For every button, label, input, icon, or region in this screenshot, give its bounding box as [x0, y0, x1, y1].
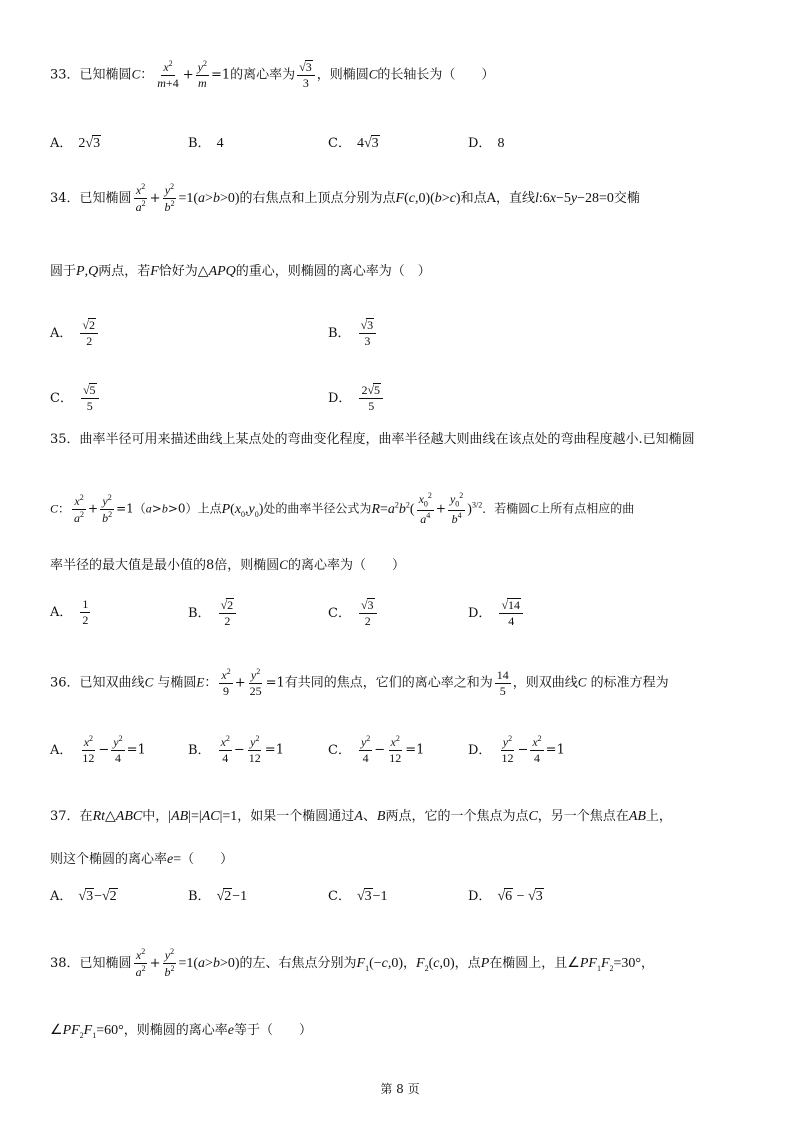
- q33-option-b[interactable]: B． 4: [188, 136, 224, 151]
- q36-number: 36．: [50, 675, 80, 691]
- q35-stem-line1: 35．曲率半径可用来描述曲线上某点处的弯曲变化程度，曲率半径越大则曲线在该点处的弯曲程度越小.已知椭圆: [50, 432, 695, 447]
- q34-option-c[interactable]: C． $\frac{√5}{5}$: [50, 383, 101, 413]
- q37-option-c[interactable]: C． √3−1: [328, 889, 388, 904]
- q38-number: 38．: [50, 956, 80, 972]
- q35-option-a[interactable]: A． $\frac{1}{2}$: [50, 597, 89, 628]
- q38-stem-line2: $\angle PF_2F_1=60^\circ$，则椭圆的离心率e等于（ ）: [50, 1023, 312, 1040]
- q33-number: 33．: [50, 67, 80, 83]
- page-footer: 第 8 页: [380, 1082, 420, 1096]
- q37-option-b[interactable]: B． √2−1: [188, 889, 248, 904]
- q34-number: 34．: [50, 191, 80, 207]
- q35-option-d[interactable]: D． $\frac{√14}{4}$: [468, 598, 525, 628]
- q35-stem-line3: 率半径的最大值是最小值的8倍，则椭圆C的离心率为（ ）: [50, 557, 405, 573]
- q35-number: 35．: [50, 432, 80, 447]
- q33-option-d[interactable]: D． 8: [468, 136, 505, 151]
- q37-number: 37．: [50, 809, 80, 824]
- q37-option-a[interactable]: A． √3−√2: [50, 889, 117, 904]
- q35-stem-line2: C： $\frac{x^2}{a^2}$ + $\frac{y^2}{b^2}$ =1（a>b>0）上点$P(x_0,y_0)$处的曲率半径公式为$R=a^2b^2$( $\frac{x_0^2}{a^4}$ + $\frac{y_0^2}{b^4}$ )$^{3/2}$．若椭圆C上所有点相应的曲: [50, 491, 635, 527]
- q36-option-a[interactable]: A． $\frac{x^2}{12}$ − $\frac{y^2}{4}$ =1: [50, 734, 146, 766]
- q37-stem-line2: 则这个椭圆的离心率e=（ ）: [50, 852, 234, 867]
- q37-stem-line1: 37．在Rt△ABC中，|AB|=|AC|=1，如果一个椭圆通过A、B两点，它的一个焦点为点C，另一个焦点在AB上，: [50, 809, 672, 824]
- q33-option-c[interactable]: C． 4√3: [328, 136, 379, 151]
- q34-stem-line1: 34．已知椭圆 $\frac{x^2}{a^2}$ + $\frac{y^2}{b^2}$ =1(a>b>0)的右焦点和上顶点分别为点F(c,0)(b>c)和点A，直线l:6x−5y−28=0交椭: [50, 182, 640, 215]
- q36-option-b[interactable]: B． $\frac{x^2}{4}$ − $\frac{y^2}{12}$ =1: [188, 734, 284, 766]
- q36-stem: 36．已知双曲线C 与椭圆E： $\frac{x^2}{9}$ + $\frac{y^2}{25}$ =1有共同的焦点，它们的离心率之和为 $\frac{14}{5}$ ，则双曲线C 的标准方程为: [50, 667, 669, 699]
- q33-ellipse-formula: $\frac{x^2}{m+4}$: [157, 59, 179, 91]
- q34-stem-line2: 圆于P,Q两点，若F恰好为△APQ的重心，则椭圆的离心率为（ ）: [50, 264, 431, 279]
- q37-option-d[interactable]: D． √6 − √3: [468, 889, 543, 904]
- q33-option-a[interactable]: A． 2√3: [50, 136, 101, 151]
- q35-option-c[interactable]: C． $\frac{√3}{2}$: [328, 598, 379, 628]
- q34-option-a[interactable]: A． $\frac{√2}{2}$: [50, 318, 100, 348]
- q38-stem-line1: 38．已知椭圆 $\frac{x^2}{a^2}$ + $\frac{y^2}{b^2}$ =1(a>b>0)的左、右焦点分别为$F_1(-c,0)$，$F_2(c,0)$，点P在椭圆上，且$\angle PF_1F_2=30^\circ$，: [50, 947, 655, 980]
- q36-option-c[interactable]: C． $\frac{y^2}{4}$ − $\frac{x^2}{12}$ =1: [328, 734, 425, 766]
- q35-option-b[interactable]: B． $\frac{√2}{2}$: [188, 598, 238, 628]
- q34-option-b[interactable]: B． $\frac{√3}{3}$: [328, 318, 378, 348]
- q36-option-d[interactable]: D． $\frac{y^2}{12}$ − $\frac{x^2}{4}$ =1: [468, 734, 565, 766]
- q34-option-d[interactable]: D． $\frac{2√5}{5}$: [328, 383, 385, 413]
- q33-stem: 33．已知椭圆C： $\frac{x^2}{m+4}$ + $\frac{y^2}{m}$ =1的离心率为 $\frac{√3}{3}$ ，则椭圆C的长轴长为（ ）: [50, 59, 495, 91]
